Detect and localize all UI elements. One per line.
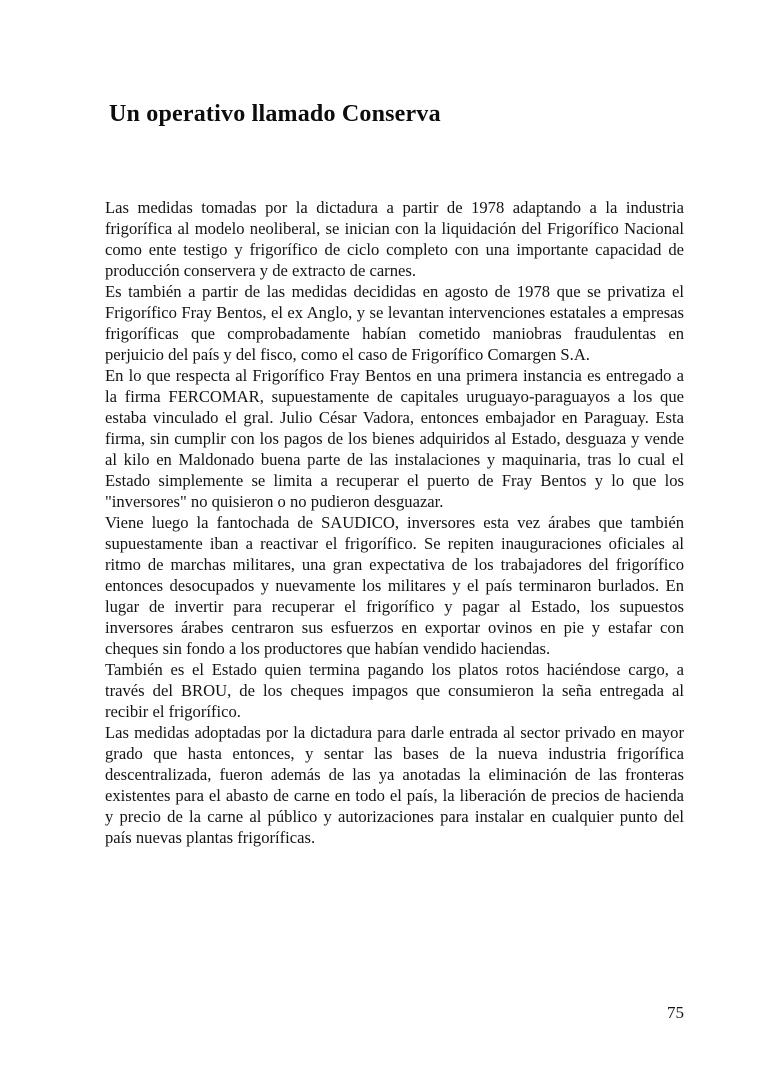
paragraph: Las medidas adoptadas por la dictadura para darle entrada al sector privado en mayor grado que hasta entonces, y sentar las bases de la nueva industria frigorífica descentralizada, fueron además de las ya anotadas la eliminación de las fronteras existentes para el abasto de carne en todo el país, la liberación de precios de hacienda y precio de la carne al público y autorizaciones para instalar en cualquier punto del país nuevas plantas frigoríficas. [105,723,684,847]
paragraph: Las medidas tomadas por la dictadura a partir de 1978 adaptando a la industria frigorífica al modelo neoliberal, se inician con la liquidación del Frigorífico Nacional como ente testigo y frigorífico de ciclo completo con una importante capacidad de producción conservera y de extracto de carnes. [105,198,684,280]
paragraph: También es el Estado quien termina pagando los platos rotos haciéndose cargo, a través del BROU, de los cheques impagos que consumieron la seña entregada al recibir el frigorífico. [105,660,684,721]
paragraph: Viene luego la fantochada de SAUDICO, inversores esta vez árabes que también supuestamente iban a reactivar el frigorífico. Se repiten inauguraciones oficiales al ritmo de marchas militares, una gran expectativa de los trabajadores del frigorífico entonces desocupados y nuevamente los militares y el país terminaron burlados. En lugar de invertir para recuperar el frigorífico y pagar al Estado, los supuestos inversores árabes centraron sus esfuerzos en exportar ovinos en pie y estafar con cheques sin fondo a los productores que habían vendido haciendas. [105,513,684,658]
page-number: 75 [667,1003,684,1022]
paragraph: Es también a partir de las medidas decididas en agosto de 1978 que se privatiza el Frigorífico Fray Bentos, el ex Anglo, y se levantan intervenciones estatales a empresas frigoríficas que comprobadamente habían cometido maniobras fraudulentas en perjuicio del país y del fisco, como el caso de Frigorífico Comargen S.A. [105,282,684,364]
page-title: Un operativo llamado Conserva [109,101,441,127]
paragraph: En lo que respecta al Frigorífico Fray Bentos en una primera instancia es entregado a la firma FERCOMAR, supuestamente de capitales uruguayo-paraguayos a los que estaba vinculado el gral. Julio César Vadora, entonces embajador en Paraguay. Esta firma, sin cumplir con los pagos de los bienes adquiridos al Estado, desguaza y vende al kilo en Maldonado buena parte de las instalaciones y maquinaria, tras lo cual el Estado simplemente se limita a recuperar el puerto de Fray Bentos y lo que los "inversores" no quisieron o no pudieron desguazar. [105,366,684,511]
body-text [105,197,684,848]
